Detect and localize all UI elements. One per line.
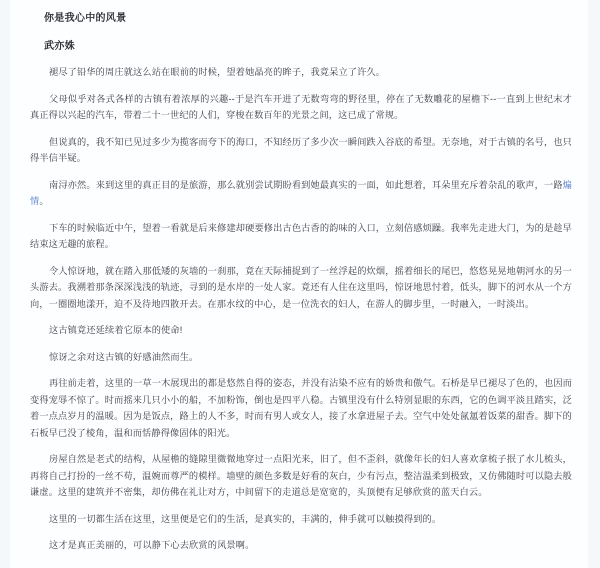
- paragraph-7: 这古镇竟还延续着它原本的使命!: [49, 325, 183, 335]
- highlighted-term[interactable]: 煽情: [30, 179, 572, 206]
- paragraph-1: 褪尽了铅华的周庄就这么站在眼前的时候，望着她晶亮的眸子，我竟呆立了许久。: [49, 67, 386, 77]
- paragraph-6: 令人惊讶地，就在踏入那低矮的灰墙的一刹那，竟在天际捕捉到了一丝浮起的炊烟，摇着细长的尾巴，悠悠晃晃地朝河水的另一头游去。我溯着那条深深浅浅的轨迹，寻到的是水岸的一处人家。竟还有人住在这里吗，惊讶地思忖着，低头，脚下的河水从一个方向，一圈圈地漾开，迫不及待地四散开去。在那水纹的中心，是一位洗衣的妇人，在游人的脚步里，一时融入，一时淡出。: [30, 265, 572, 309]
- paragraph-9: 再往前走着，这里的一草一木展现出的都是悠然自得的姿态，并没有沾染不应有的娇贵和傲气。石桥是早已褪尽了色的，也因而变得宠辱不惊了。时而摇来几只小小的船，不加粉饰，倒也是四平八稳。古镇里没有什么特别显眼的东西，它的色调平淡且踏实，泛着一点点岁月的温暖。因为是饭点，路上的人不多，时而有男人或女人，接了水拿进屋子去。空气中处处氤氲着饭菜的甜香。脚下的石板早已没了棱角，温和而恬静得像固体的阳光。: [30, 378, 572, 438]
- paragraph-2: 父母似乎对各式各样的古镇有着浓厚的兴趣--于是汽车开进了无数弯弯的野径里，停在了无数雕花的屋檐下--一直到上世纪末才真正得以兴起的汽车，带着二十一世纪的人们，穿梭在数百年的光景之间，这已成了常规。: [30, 93, 572, 120]
- paragraph-11: 这里的一切都生活在这里，这里便是它们的生活，是真实的，丰满的，伸手就可以触摸得到的。: [49, 513, 442, 524]
- document-sheet: [10, 0, 588, 568]
- paragraph-4: [24, 177, 576, 210]
- paragraph-4-text-after: 。: [39, 196, 49, 206]
- paragraph-12: 这才是真正美丽的，可以静下心去欣赏的风景啊。: [49, 540, 255, 550]
- author-name: 武亦姝: [44, 41, 75, 52]
- paragraph-4-text-before: 南浔亦然。来到这里的真正目的是旅游，那么就别尝试期盼看到她最真实的一面，如此想着，耳朵里充斥着杂乱的歌声，一路: [49, 179, 563, 190]
- paragraph-10: 房屋自然是老式的结构，从屋檐的缝隙里微微地穿过一点阳光来，旧了，但不歪斜，就像年长的妇人喜欢拿梳子抿了水儿梳头，再将自己打扮的一丝不苟，温婉而尊严的模样。墙壁的颜色多数是好看的灰白，少有污点，整洁温柔到极致，又仿佛随时可以隐去般谦虚。这里的建筑并不密集，却仿佛在礼让对方，中间留下的走道总是宽宽的，头顶便有足够欣赏的蓝天白云。: [30, 454, 572, 497]
- paragraph-3: 但说真的，我不知已见过多少为揽客而夸下的海口，不知经历了多少次一瞬间跌入谷底的希望。无奈地，对于古镇的名号，也只得半信半疑。: [30, 136, 572, 163]
- paragraph-5: 下车的时候临近中午，望着一看就是后来修建却硬要修出古色古香的韵味的入口，立刻倍感烦躁。我率先走进大门，为的是趁早结束这无趣的旅程。: [30, 222, 572, 249]
- page-title: 你是我心中的风景: [44, 13, 127, 24]
- document-body: [18, 12, 580, 554]
- paragraph-8: 惊讶之余对这古镇的好感油然而生。: [49, 351, 199, 362]
